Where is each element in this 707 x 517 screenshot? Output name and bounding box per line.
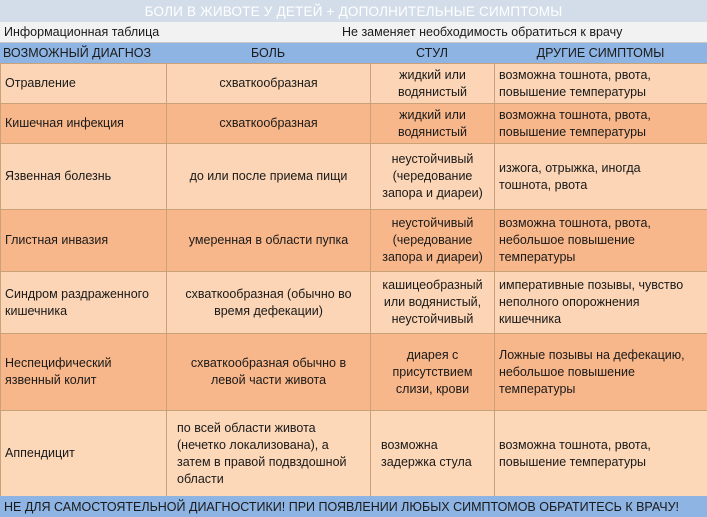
cell-diagnosis: Язвенная болезнь: [1, 144, 167, 210]
column-header-other: ДРУГИЕ СИМПТОМЫ: [536, 46, 665, 60]
cell-pain: схваткообразная: [167, 104, 371, 144]
table-row: [1, 272, 707, 334]
cell-stool: жидкий или водянистый: [371, 64, 495, 104]
cell-other: возможна тошнота, рвота, небольшое повышение температуры: [495, 210, 707, 272]
cell-diagnosis: Аппендицит: [1, 411, 167, 497]
cell-pain: схваткообразная обычно в левой части живота: [167, 334, 371, 411]
subtitle-left: Информационная таблица: [4, 25, 160, 39]
cell-stool: диарея с присутствием слизи, крови: [371, 334, 495, 411]
disclaimer-banner: НЕ ДЛЯ САМОСТОЯТЕЛЬНОЙ ДИАГНОСТИКИ! ПРИ ПОЯВЛЕНИИ ЛЮБЫХ СИМПТОМОВ ОБРАТИТЕСЬ К ВРАЧУ!: [0, 496, 707, 517]
cell-other: возможна тошнота, рвота, повышение температуры: [495, 64, 707, 104]
cell-diagnosis: Глистная инвазия: [1, 210, 167, 272]
table-row: [1, 210, 707, 272]
column-header-stool: СТУЛ: [416, 46, 448, 60]
table-row: [1, 104, 707, 144]
cell-other: возможна тошнота, рвота, повышение температуры: [495, 104, 707, 144]
column-header-diagnosis: ВОЗМОЖНЫЙ ДИАГНОЗ: [3, 46, 152, 60]
cell-other: Ложные позывы на дефекацию, небольшое повышение температуры: [495, 334, 707, 411]
table-row: [1, 334, 707, 411]
cell-pain: по всей области живота (нечетко локализована), а затем в правой подвздошной области: [167, 411, 371, 497]
column-header-pain: БОЛЬ: [250, 46, 286, 60]
cell-stool: кашицеобразный или водянистый, неустойчивый: [371, 272, 495, 334]
cell-stool: жидкий или водянистый: [371, 104, 495, 144]
table-row: [1, 144, 707, 210]
page-title: БОЛИ В ЖИВОТЕ У ДЕТЕЙ + ДОПОЛНИТЕЛЬНЫЕ СИМПТОМЫ: [0, 0, 707, 22]
table-row: [1, 64, 707, 104]
cell-stool: возможна задержка стула: [371, 411, 495, 497]
cell-diagnosis: Синдром раздраженного кишечника: [1, 272, 167, 334]
cell-pain: умеренная в области пупка: [167, 210, 371, 272]
cell-stool: неустойчивый (чередование запора и диареи): [371, 144, 495, 210]
table-header: [0, 43, 707, 63]
cell-pain: до или после приема пищи: [167, 144, 371, 210]
subtitle-right: Не заменяет необходимость обратиться к врачу: [342, 25, 623, 39]
cell-stool: неустойчивый (чередование запора и диареи): [371, 210, 495, 272]
symptoms-table: [0, 63, 707, 497]
cell-diagnosis: Кишечная инфекция: [1, 104, 167, 144]
subtitle-row: [0, 22, 707, 43]
cell-pain: схваткообразная: [167, 64, 371, 104]
cell-other: изжога, отрыжка, иногда тошнота, рвота: [495, 144, 707, 210]
cell-other: возможна тошнота, рвота, повышение температуры: [495, 411, 707, 497]
cell-diagnosis: Отравление: [1, 64, 167, 104]
cell-other: императивные позывы, чувство неполного опорожнения кишечника: [495, 272, 707, 334]
table-row: [1, 411, 707, 497]
cell-pain: схваткообразная (обычно во время дефекации): [167, 272, 371, 334]
cell-diagnosis: Неспецифический язвенный колит: [1, 334, 167, 411]
